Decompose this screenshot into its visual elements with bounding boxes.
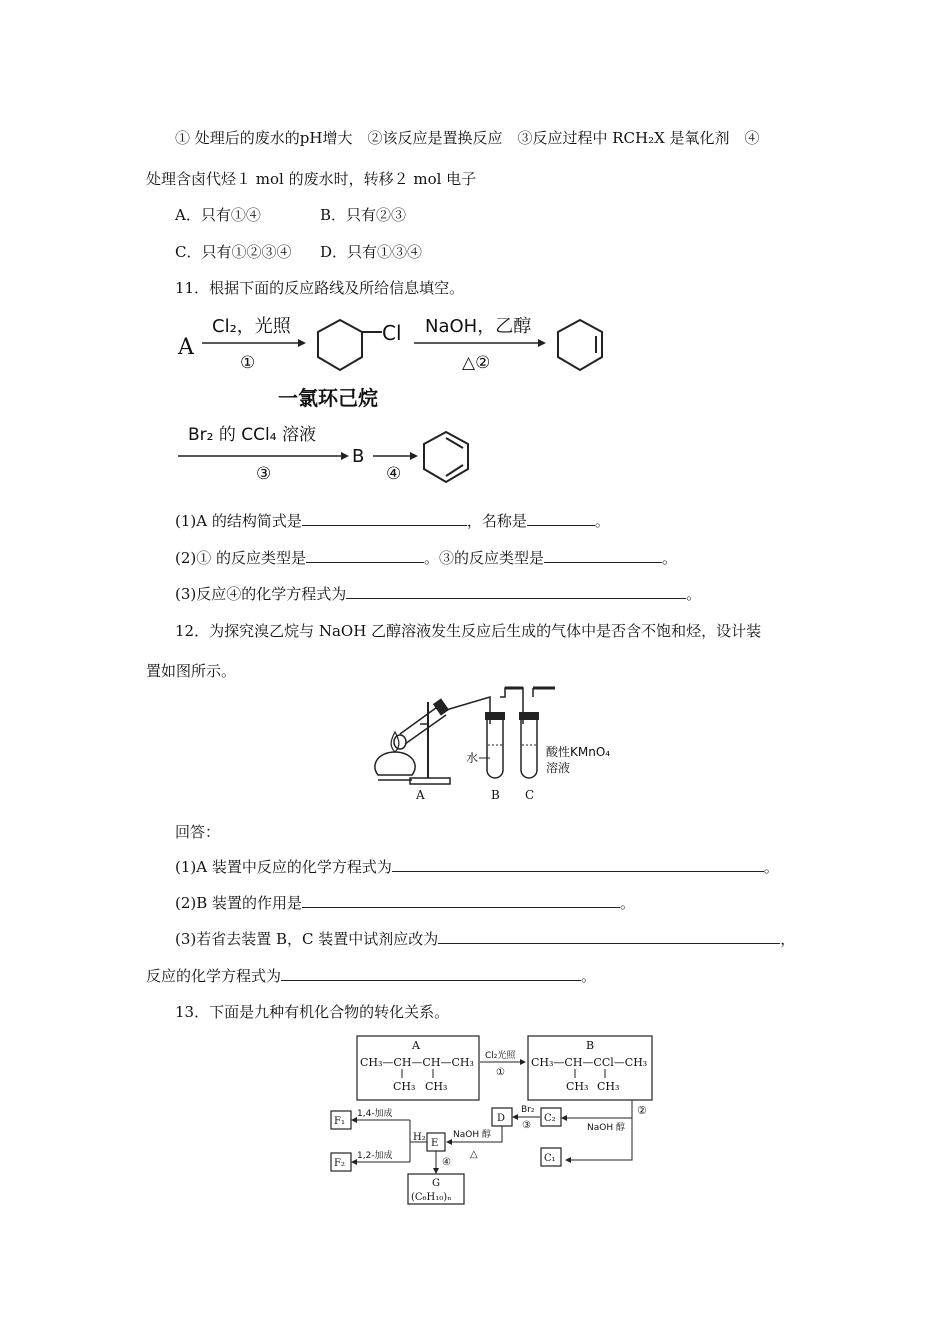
q12-part2: (2)B 装置的作用是 。 (175, 894, 636, 912)
arrow-3-head (512, 1114, 518, 1120)
q11-step3-reagent: Br₂ 的 CCl₄ 溶液 (188, 425, 316, 445)
q11-product1-name: 一氯环己烷 (278, 386, 378, 410)
q12-stem-line2: 置如图所示。 (146, 662, 237, 680)
arrow3-reagent: Br₂ (521, 1105, 535, 1115)
q11-cl-label: Cl (382, 321, 402, 345)
q11-step4-num: ④ (386, 464, 402, 484)
label-water: 水 (466, 751, 479, 765)
box-a-sub-1: CH₃ (393, 1080, 416, 1093)
box-g-formula: (C₆H₁₀)ₙ (411, 1192, 452, 1203)
arrow-de-head (446, 1139, 452, 1145)
q12-part3: (3)若省去装置 B，C 装置中试剂应改为 ， (175, 930, 796, 948)
h2-label: H₂ (413, 1132, 426, 1143)
q10-option-b: B．只有②③ (320, 206, 407, 224)
box-b-sub-1: CH₃ (566, 1080, 589, 1093)
arrow1-reagent: Cl₂光照 (485, 1051, 516, 1061)
q12-part3-line2-text: 反应的化学方程式为 (146, 967, 282, 985)
q12-stem-line1: 12．为探究溴乙烷与 NaOH 乙醇溶液发生反应后生成的气体中是否含不饱和烃，设计装 (175, 622, 762, 640)
q11-part3-text: (3)反应④的化学方程式为 (175, 585, 347, 603)
q11-step1-num: ① (240, 353, 256, 373)
arrow-de-cond: △ (470, 1149, 478, 1160)
q10-option-c: C．只有①②③④ (175, 243, 292, 261)
q11-stem: 11．根据下面的反应路线及所给信息填空。 (175, 279, 465, 297)
q11-step1-reagent: Cl₂，光照 (212, 316, 291, 337)
box-b-sub-2: CH₃ (597, 1080, 620, 1093)
arrow3-num: ③ (522, 1120, 531, 1131)
box-a-sub-2: CH₃ (425, 1080, 448, 1093)
f2-label: 1,2-加成 (357, 1151, 393, 1161)
box-f1-text: F₁ (334, 1116, 345, 1127)
box-f2-text: F₂ (334, 1158, 345, 1169)
q12-part3-line2: 反应的化学方程式为 。 (146, 967, 597, 985)
q11-step2-reagent: NaOH，乙醇 (425, 316, 532, 337)
label-kmno4: 酸性KMnO₄ (546, 745, 611, 759)
box-c2-text: C₂ (544, 1113, 556, 1124)
q12-part2-text: (2)B 装置的作用是 (175, 894, 303, 912)
q11-part1-text-b: ，名称是 (466, 512, 527, 530)
arrow-4-head (433, 1168, 439, 1174)
arrow-2-branch-head (561, 1115, 567, 1121)
q11-step3-num: ③ (256, 464, 272, 484)
arrow-de-reagent: NaOH 醇 (453, 1130, 491, 1140)
q10-option-d: D．只有①③④ (320, 243, 423, 261)
arrow4-num: ④ (442, 1157, 451, 1168)
box-c1-text: C₁ (544, 1153, 556, 1164)
box-a-main: CH₃—CH—CH—CH₃ (360, 1056, 474, 1069)
label-b: B (491, 788, 500, 802)
q13-stem: 13．下面是九种有机化合物的转化关系。 (175, 1003, 450, 1021)
q10-statements-line1: ① 处理后的废水的pH增大 ②该反应是置换反应 ③反应过程中 RCH₂X 是氧化剂 ④ (175, 129, 760, 147)
f1-label: 1,4-加成 (357, 1109, 393, 1119)
label-c: C (525, 788, 535, 802)
box-b-main: CH₃—CH—CCl—CH₃ (531, 1056, 648, 1069)
arrow1-num: ① (496, 1067, 505, 1078)
q12-part1: (1)A 装置中反应的化学方程式为 。 (175, 858, 779, 876)
q10-statements-line2: 处理含卤代烃１ mol 的废水时，转移２ mol 电子 (146, 170, 477, 188)
arrow-1-head (520, 1059, 526, 1065)
box-b-label: B (586, 1039, 595, 1052)
q12-answer-intro: 回答： (175, 823, 221, 841)
q11-start-a: A (178, 335, 194, 360)
q11-mid-b: B (352, 446, 365, 467)
q12-part1-text: (1)A 装置中反应的化学方程式为 (175, 858, 392, 876)
q11-part2-text: (2)① 的反应类型是 (175, 549, 307, 567)
arrow-2-head (565, 1157, 571, 1163)
arrow2-reagent: NaOH 醇 (587, 1123, 625, 1133)
q12-part3-text: (3)若省去装置 B，C 装置中试剂应改为 (175, 930, 439, 948)
box-d-text: D (497, 1113, 506, 1124)
box-g-text: G (432, 1178, 440, 1189)
q11-part2: (2)① 的反应类型是 。③的反应类型是 。 (175, 549, 678, 567)
q11-part1: (1)A 的结构简式是 ，名称是 。 (175, 512, 610, 530)
arrow2-num: ② (637, 1104, 647, 1117)
label-a: A (416, 788, 425, 802)
q11-step2-num: △② (462, 353, 491, 373)
q11-part2-text-b: 。③的反应类型是 (424, 549, 545, 567)
q11-part1-text: (1)A 的结构简式是 (175, 512, 302, 530)
box-a-label: A (412, 1039, 420, 1052)
box-e-text: E (431, 1138, 439, 1149)
q10-option-a: A．只有①④ (175, 206, 261, 224)
label-solution: 溶液 (546, 761, 571, 775)
q11-part3: (3)反应④的化学方程式为 。 (175, 585, 702, 603)
